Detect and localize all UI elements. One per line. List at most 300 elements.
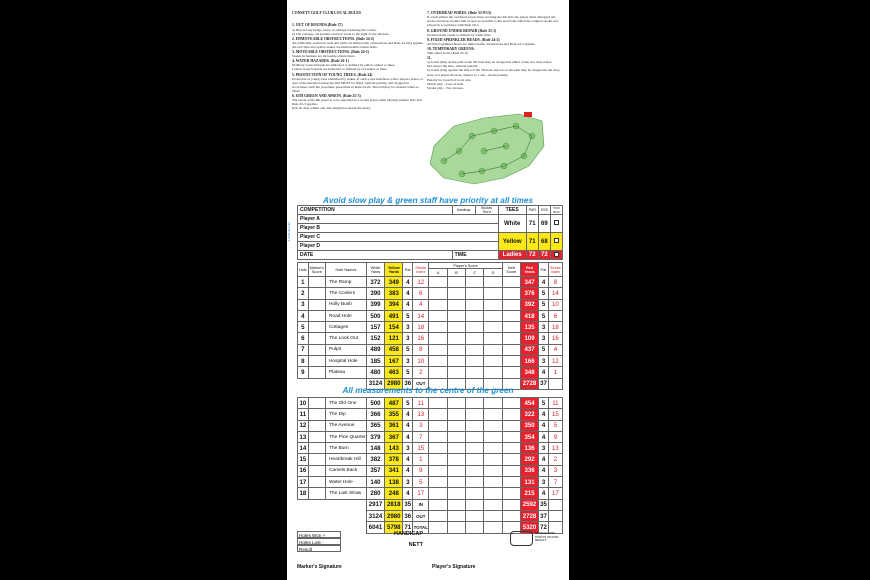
player-a-name[interactable]	[298, 215, 499, 224]
player-b-score-cell[interactable]	[447, 465, 465, 476]
player-c-total-cell[interactable]	[466, 510, 484, 521]
ladies-stroke-index: 11	[548, 397, 562, 408]
holes-won-field[interactable]: Holes Won +	[297, 531, 341, 538]
white-tick-box[interactable]	[554, 220, 559, 225]
hole-row	[298, 277, 563, 288]
rule-text: The apron at the 6th green is to be regarded as a wrong green when playing another hole and Rule 25-3 applies. (Lift & drop within one club length not nearer the hole).	[292, 98, 422, 111]
stroke-index: 15	[413, 443, 429, 454]
marker-score-cell[interactable]	[308, 277, 325, 288]
hole-row	[298, 322, 563, 333]
nett-score-cell[interactable]	[502, 465, 520, 476]
tee-ladies-tick[interactable]	[551, 251, 563, 260]
right-rule-3	[427, 47, 564, 55]
hole-number: 11	[298, 409, 309, 420]
player-d-score-cell[interactable]	[484, 477, 502, 488]
player-c-col: C	[466, 269, 484, 277]
rule-title: 8. GROUND UNDER REPAIR (Rule 25-1)	[427, 28, 497, 33]
player-d-score-cell[interactable]	[484, 277, 502, 288]
hole-number: 14	[298, 443, 309, 454]
hole-row	[298, 333, 563, 344]
stroke-index: 18	[413, 322, 429, 333]
player-a-total-cell[interactable]	[429, 499, 447, 510]
player-d-score-cell[interactable]	[484, 465, 502, 476]
match-result-box	[297, 531, 341, 552]
player-b-score-cell[interactable]	[447, 344, 465, 355]
ladies-stroke-index: 10	[548, 299, 562, 310]
player-b-total-cell[interactable]	[447, 510, 465, 521]
par: 4	[403, 454, 413, 465]
hole-row	[298, 420, 563, 431]
hole-name: The Coolers	[325, 288, 366, 299]
player-d-score-cell[interactable]	[484, 488, 502, 499]
nett-score-cell[interactable]	[502, 443, 520, 454]
blank-cell	[298, 499, 367, 510]
marker-score-cell[interactable]	[308, 310, 325, 321]
player-c-score-cell[interactable]	[466, 431, 484, 442]
par: 5	[403, 367, 413, 378]
player-b-score-cell[interactable]	[447, 277, 465, 288]
white-yards: 500	[366, 397, 384, 408]
player-b-score-cell[interactable]	[447, 397, 465, 408]
local-rules-left	[292, 3, 424, 120]
marker-score-cell[interactable]	[308, 477, 325, 488]
total-white-yards: 3124	[366, 378, 384, 389]
white-yards: 140	[366, 477, 384, 488]
total-white-yards: 3124	[366, 510, 384, 521]
nett-score-cell[interactable]	[502, 367, 520, 378]
red-yards: 376	[520, 288, 538, 299]
white-yards: 152	[366, 333, 384, 344]
rules-header: CONSETT GOLF CLUB LOCAL RULES	[292, 11, 361, 16]
hole-number: 6	[298, 333, 309, 344]
hole-number: 9	[298, 367, 309, 378]
player-d-total-cell[interactable]	[484, 522, 502, 533]
marker-score-cell[interactable]	[308, 465, 325, 476]
ladies-stroke-index: 9	[548, 431, 562, 442]
hole-name: The Pine Quarter	[325, 431, 366, 442]
player-a-score-cell[interactable]	[429, 322, 447, 333]
hole-row	[298, 310, 563, 321]
nett-score-cell[interactable]	[502, 344, 520, 355]
player-a-score-cell[interactable]	[429, 443, 447, 454]
player-b-score-cell[interactable]	[447, 420, 465, 431]
hole-row	[298, 431, 563, 442]
red-yards: 136	[520, 443, 538, 454]
player-a-score-cell[interactable]	[429, 397, 447, 408]
total-label: OUT	[413, 378, 429, 389]
hole-number: 1	[298, 277, 309, 288]
player-a-total-cell[interactable]	[429, 510, 447, 521]
ladies-stroke-index: 4	[548, 344, 562, 355]
course-map	[424, 106, 549, 188]
player-b-score-cell[interactable]	[447, 409, 465, 420]
rule-text: Ground under repair is defined by white lines.	[427, 32, 492, 37]
ladies-par-header: Par	[539, 263, 549, 277]
white-yards: 382	[366, 454, 384, 465]
red-yards: 454	[520, 397, 538, 408]
red-yards: 347	[520, 277, 538, 288]
par: 3	[403, 356, 413, 367]
marker-score-cell[interactable]	[308, 356, 325, 367]
total-par: 35	[403, 499, 413, 510]
ladies-par: 4	[539, 409, 549, 420]
player-c-total-cell[interactable]	[466, 499, 484, 510]
nett-score-cell[interactable]	[502, 356, 520, 367]
marker-score-cell[interactable]	[308, 344, 325, 355]
player-d-score-cell[interactable]	[484, 454, 502, 465]
player-c-score-cell[interactable]	[466, 465, 484, 476]
player-b-score-cell[interactable]	[447, 431, 465, 442]
ladies-stroke-index: 13	[548, 443, 562, 454]
player-d-score-cell[interactable]	[484, 310, 502, 321]
ladies-stroke-index: 12	[548, 356, 562, 367]
player-a-score-cell[interactable]	[429, 477, 447, 488]
player-c-score-cell[interactable]	[466, 443, 484, 454]
tee-white: White	[498, 215, 526, 233]
hole-name: Water Hole	[325, 477, 366, 488]
holes-lost-field[interactable]: Holes Lost -	[297, 538, 341, 545]
yellow-yards-header: Yellow Yards	[385, 263, 403, 277]
player-a-score-cell[interactable]	[429, 299, 447, 310]
rule-text: All fixed sprinkler heads are immoveable obstructions and Rule 24-2 applies.	[427, 41, 536, 46]
hole-name: The Avenue	[325, 420, 366, 431]
hole-row	[298, 299, 563, 310]
red-yards: 348	[520, 367, 538, 378]
left-rule-1	[292, 37, 424, 49]
stroke-index: 17	[413, 488, 429, 499]
player-d-score-cell[interactable]	[484, 344, 502, 355]
hole-name: The Burn	[325, 443, 366, 454]
ladies-par: 4	[539, 431, 549, 442]
player-d-total-cell[interactable]	[484, 499, 502, 510]
red-yards: 392	[520, 299, 538, 310]
ladies-par: 3	[539, 356, 549, 367]
date-field[interactable]: DATE	[298, 251, 453, 260]
white-yards: 357	[366, 465, 384, 476]
player-c-score-cell[interactable]	[466, 277, 484, 288]
stableford-label: STABLEFORD POINTS OR PAR RESULT	[535, 531, 559, 543]
rule-text: Take relief from. (Rule 25-3)	[427, 51, 468, 56]
nett-score-cell[interactable]	[502, 299, 520, 310]
nett-score-cell[interactable]	[502, 277, 520, 288]
result-field[interactable]: Result	[297, 545, 341, 552]
blank-cell	[548, 510, 562, 521]
player-c-total-cell[interactable]	[466, 522, 484, 533]
red-yards: 336	[520, 465, 538, 476]
player-a-score-cell[interactable]	[429, 333, 447, 344]
par: 3	[403, 333, 413, 344]
player-a-score-cell[interactable]	[429, 356, 447, 367]
player-d-score-cell[interactable]	[484, 431, 502, 442]
tee-yellow: Yellow	[498, 233, 526, 251]
tee-white-tick[interactable]	[551, 215, 563, 233]
rule-title: 7. OVERHEAD WIRES. (Rule 33-8/13)	[427, 11, 492, 16]
yellow-yards: 248	[385, 488, 403, 499]
player-b-score-cell[interactable]	[447, 488, 465, 499]
player-a-score-cell[interactable]	[429, 431, 447, 442]
marker-score-cell[interactable]	[308, 367, 325, 378]
player-b-score-cell[interactable]	[447, 454, 465, 465]
ladies-stroke-index: 16	[548, 333, 562, 344]
player-d-total-cell[interactable]	[484, 510, 502, 521]
player-d-score-cell[interactable]	[484, 333, 502, 344]
hole-row	[298, 409, 563, 420]
yellow-yards: 167	[385, 356, 403, 367]
stroke-index: 9	[413, 465, 429, 476]
player-c-score-cell[interactable]	[466, 356, 484, 367]
nett-score-cell[interactable]	[502, 288, 520, 299]
marker-score-cell[interactable]	[308, 420, 325, 431]
front-nine	[298, 277, 563, 379]
stroke-index: 12	[413, 277, 429, 288]
par: 3	[403, 443, 413, 454]
marker-score-cell[interactable]	[308, 431, 325, 442]
marker-score-cell[interactable]	[308, 288, 325, 299]
marker-score-cell[interactable]	[308, 443, 325, 454]
player-d-score-cell[interactable]	[484, 288, 502, 299]
player-b-score-cell[interactable]	[447, 443, 465, 454]
player-c-score-cell[interactable]	[466, 288, 484, 299]
white-yards: 366	[366, 409, 384, 420]
stroke-index-header: Stroke Index	[413, 263, 429, 277]
red-yards: 215	[520, 488, 538, 499]
stroke-index: 10	[413, 356, 429, 367]
player-d-score-cell[interactable]	[484, 443, 502, 454]
stroke-index: 2	[413, 367, 429, 378]
player-a-total-cell[interactable]	[429, 522, 447, 533]
par: 4	[403, 288, 413, 299]
total-row	[298, 510, 563, 521]
player-d-score-cell[interactable]	[484, 420, 502, 431]
player-a-score-cell[interactable]	[429, 465, 447, 476]
player-c-score-cell[interactable]	[466, 333, 484, 344]
marker-score-cell[interactable]	[308, 454, 325, 465]
player-b-col: B	[447, 269, 465, 277]
ladies-tick-box[interactable]	[554, 252, 559, 257]
player-d-name[interactable]	[298, 242, 499, 251]
total-yellow-yards: 5798	[385, 522, 403, 533]
player-c-score-cell[interactable]	[466, 367, 484, 378]
player-c-score-cell[interactable]	[466, 322, 484, 333]
white-yards: 500	[366, 310, 384, 321]
ladies-stroke-index: 14	[548, 288, 562, 299]
yellow-yards: 355	[385, 409, 403, 420]
player-d-score-cell[interactable]	[484, 397, 502, 408]
time-field[interactable]: TIME	[452, 251, 498, 260]
nett-score-header: Nett Score	[502, 263, 520, 277]
player-a-score-cell[interactable]	[429, 288, 447, 299]
player-b-score-cell[interactable]	[447, 477, 465, 488]
ladies-stroke-index: 3	[548, 465, 562, 476]
par: 4	[403, 299, 413, 310]
nett-score-cell[interactable]	[502, 477, 520, 488]
left-rule-3	[292, 59, 424, 71]
rule-text: Stones in bunkers are moveable obstructions.	[292, 54, 356, 59]
ladies-stroke-index: 8	[548, 277, 562, 288]
player-b-score-cell[interactable]	[447, 333, 465, 344]
measurements-banner: All measurements to the centre of the green	[342, 386, 514, 395]
marker-score-cell[interactable]	[308, 488, 325, 499]
player-c-score-cell[interactable]	[466, 488, 484, 499]
red-yards: 135	[520, 322, 538, 333]
player-c-score-cell[interactable]	[466, 477, 484, 488]
player-a-score-cell[interactable]	[429, 420, 447, 431]
marker-signature[interactable]: Marker's Signature	[297, 564, 342, 570]
total-yellow-yards: 2980	[385, 378, 403, 389]
player-b-total-cell[interactable]	[447, 522, 465, 533]
player-a-score-cell[interactable]	[429, 367, 447, 378]
par: 4	[403, 420, 413, 431]
player-c-score-cell[interactable]	[466, 299, 484, 310]
yellow-yards: 143	[385, 443, 403, 454]
marker-score-cell[interactable]	[308, 299, 325, 310]
tee-yellow-tick[interactable]	[551, 233, 563, 251]
nett-score-cell[interactable]	[502, 488, 520, 499]
side-label: 4 ONE Brooke	[287, 222, 291, 242]
player-c-score-cell[interactable]	[466, 409, 484, 420]
nett-score-cell[interactable]	[502, 431, 520, 442]
par: 3	[403, 322, 413, 333]
left-rule-4	[292, 73, 424, 93]
player-d-score-cell[interactable]	[484, 367, 502, 378]
nett-label: NETT	[408, 542, 423, 548]
total-ladies-par: 37	[539, 378, 549, 389]
player-d-score-cell[interactable]	[484, 356, 502, 367]
blank-cell	[298, 510, 367, 521]
white-yards: 480	[366, 367, 384, 378]
rule-text: a) Beyond any hedge, fence or railings bordering the course. b) The cottages, all gardens and rear yards to the right of the 4th hole.	[292, 27, 390, 36]
player-b-score-cell[interactable]	[447, 299, 465, 310]
stroke-index: 3	[413, 420, 429, 431]
white-yards: 399	[366, 299, 384, 310]
player-d-score-cell[interactable]	[484, 409, 502, 420]
total-par: 36	[403, 378, 413, 389]
hole-name: Holly Bush	[325, 299, 366, 310]
nett-total-cell[interactable]	[502, 499, 520, 510]
player-a-score-cell[interactable]	[429, 488, 447, 499]
hole-number: 13	[298, 431, 309, 442]
nett-score-cell[interactable]	[502, 310, 520, 321]
yellow-yards: 349	[385, 277, 403, 288]
player-d-score-cell[interactable]	[484, 322, 502, 333]
total-red-yards: 2728	[520, 378, 538, 389]
nett-score-cell[interactable]	[502, 409, 520, 420]
stroke-index: 7	[413, 431, 429, 442]
right-rule-2	[427, 38, 564, 46]
rule-title: 6. 6TH GREEN AND APRON. (Rule 25-3)	[292, 93, 361, 98]
yellow-tick-box[interactable]	[554, 238, 559, 243]
marker-score-cell[interactable]	[308, 397, 325, 408]
hole-number: 7	[298, 344, 309, 355]
hole-name: The Look Out	[325, 333, 366, 344]
player-a-score-cell[interactable]	[429, 277, 447, 288]
player-c-score-cell[interactable]	[466, 397, 484, 408]
nett-total-cell[interactable]	[502, 510, 520, 521]
hole-number: 4	[298, 310, 309, 321]
stroke-index: 6	[413, 288, 429, 299]
nett-score-cell[interactable]	[502, 420, 520, 431]
right-rule-4	[427, 56, 564, 76]
player-c-score-cell[interactable]	[466, 454, 484, 465]
player-c-score-cell[interactable]	[466, 420, 484, 431]
par: 3	[403, 477, 413, 488]
stroke-index: 8	[413, 344, 429, 355]
player-b-score-cell[interactable]	[447, 288, 465, 299]
total-label: TOTAL	[413, 522, 429, 533]
red-yards: 292	[520, 454, 538, 465]
player-b-score-cell[interactable]	[447, 356, 465, 367]
hole-number: 18	[298, 488, 309, 499]
rule-title: 9. FIXED SPRINKLER HEADS. (Rule 24-2)	[427, 37, 500, 42]
ladies-stroke-index: 7	[548, 477, 562, 488]
ladies-par: 4	[539, 465, 549, 476]
handicap-label: HANDICAP	[393, 531, 423, 537]
rule-text: Penalty for breach of local rule. Match play - Loss of hole. Stroke play - Two strokes.	[427, 77, 472, 90]
nett-score-cell[interactable]	[502, 322, 520, 333]
red-yards: 350	[520, 420, 538, 431]
competition-label: COMPETITION	[298, 206, 453, 215]
par: 5	[403, 397, 413, 408]
ladies-stroke-index: 17	[548, 488, 562, 499]
ladies-par: 3	[539, 322, 549, 333]
player-a-score-cell[interactable]	[429, 454, 447, 465]
player-b-score-cell[interactable]	[447, 367, 465, 378]
player-c-name[interactable]	[298, 233, 499, 242]
white-yards: 157	[366, 322, 384, 333]
player-a-score-cell[interactable]	[429, 409, 447, 420]
rule-title: 11.	[427, 56, 432, 61]
red-yards: 418	[520, 310, 538, 321]
yellow-yards: 487	[385, 397, 403, 408]
player-b-total-cell[interactable]	[447, 499, 465, 510]
ladies-par: 4	[539, 367, 549, 378]
yellow-yards: 361	[385, 420, 403, 431]
nett-score-cell[interactable]	[502, 397, 520, 408]
tee-white-par: 71	[526, 215, 538, 233]
totals	[298, 499, 563, 533]
player-c-score-cell[interactable]	[466, 310, 484, 321]
ladies-stroke-index: 1	[548, 367, 562, 378]
hole-header: Hole	[298, 263, 309, 277]
hole-row	[298, 454, 563, 465]
player-b-label: Player B	[300, 225, 321, 231]
yellow-yards: 463	[385, 367, 403, 378]
sss-col: SSS	[538, 206, 550, 215]
rule-text: If a ball strikes the overhead power lines crossing the 4th hole the player must disregard the stroke and drop another ball as near as possible to the spot from which the original stroke was played in accordance with Rule 20-5.	[427, 15, 560, 28]
marker-score-cell[interactable]	[308, 333, 325, 344]
player-a-score-cell[interactable]	[429, 310, 447, 321]
tees-col: TEES	[498, 206, 526, 215]
par: 4	[403, 488, 413, 499]
stroke-index: 13	[413, 409, 429, 420]
player-a-score-cell[interactable]	[429, 344, 447, 355]
marker-score-cell[interactable]	[308, 409, 325, 420]
ladies-stroke-index: 2	[548, 454, 562, 465]
player-b-name[interactable]	[298, 224, 499, 233]
white-yards: 372	[366, 277, 384, 288]
nett-score-cell[interactable]	[502, 333, 520, 344]
player-b-score-cell[interactable]	[447, 322, 465, 333]
player-d-score-cell[interactable]	[484, 299, 502, 310]
player-b-score-cell[interactable]	[447, 310, 465, 321]
yellow-yards: 394	[385, 299, 403, 310]
player-c-score-cell[interactable]	[466, 344, 484, 355]
marker-score-cell[interactable]	[308, 322, 325, 333]
stableford-box[interactable]	[510, 531, 533, 546]
player-signature[interactable]: Player's Signature	[432, 564, 476, 570]
rule-title: 4. WATER HAZARDS. (Rule 26-1)	[292, 59, 349, 64]
nett-score-cell[interactable]	[502, 454, 520, 465]
